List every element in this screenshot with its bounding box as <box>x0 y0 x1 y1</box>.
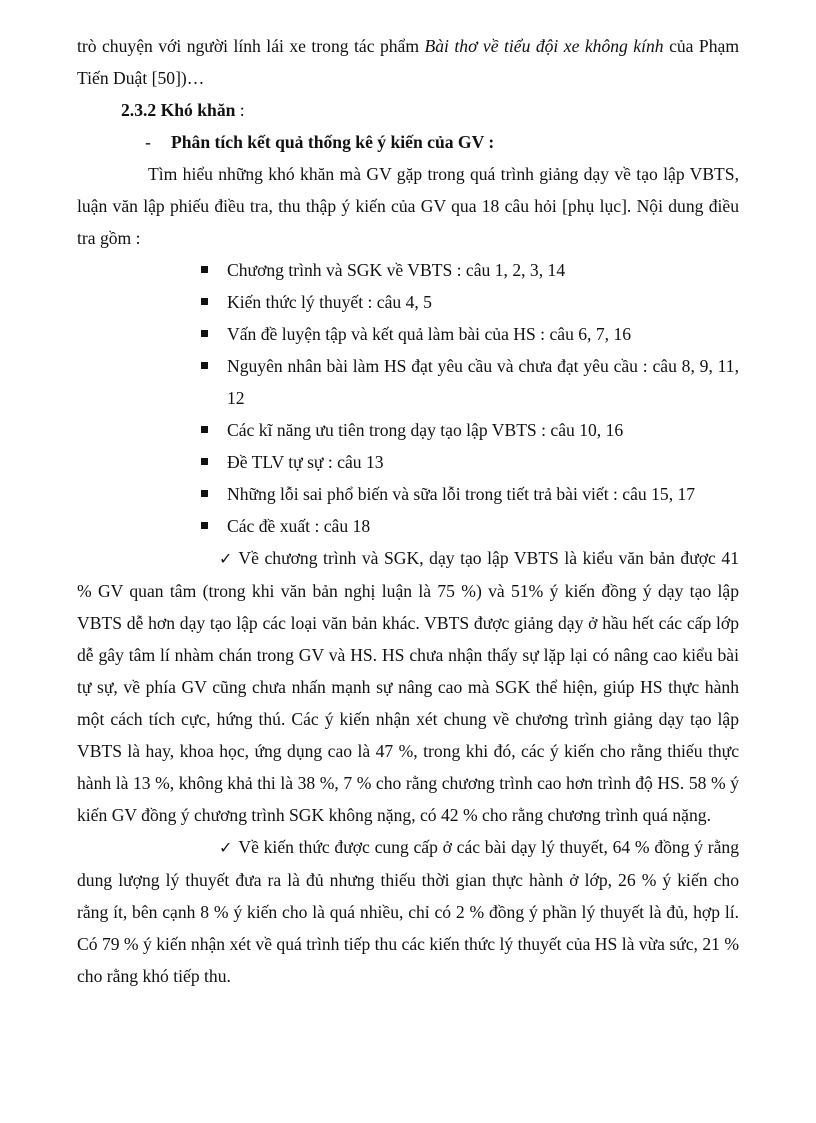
list-item <box>199 350 739 414</box>
section-number-suffix: : <box>235 100 245 120</box>
checkmark-icon: ✓ <box>219 549 233 568</box>
subsection-heading <box>77 126 739 158</box>
list-item-text: Đề TLV tự sự : câu 13 <box>227 452 384 472</box>
square-bullet-icon <box>201 298 208 305</box>
program-paragraph <box>77 542 739 831</box>
list-item <box>199 510 739 542</box>
list-item <box>199 318 739 350</box>
square-bullet-icon <box>201 490 208 497</box>
list-item-text: Các đề xuất : câu 18 <box>227 516 371 536</box>
list-item <box>199 414 739 446</box>
square-bullet-icon <box>201 458 208 465</box>
square-bullet-icon <box>201 362 208 369</box>
list-item <box>199 254 739 286</box>
document-page <box>77 30 739 992</box>
list-item <box>199 286 739 318</box>
survey-item-list <box>77 254 739 542</box>
list-item <box>199 446 739 478</box>
section-heading <box>77 94 739 126</box>
list-item-text: Vấn đề luyện tập và kết quả làm bài của HS : câu 6, 7, 16 <box>227 324 632 344</box>
square-bullet-icon <box>201 522 208 529</box>
list-item-text: Các kĩ năng ưu tiên trong dạy tạo lập VBTS : câu 10, 16 <box>227 420 624 440</box>
subsection-title: Phân tích kết quả thống kê ý kiến của GV : <box>171 132 495 152</box>
dash-marker: - <box>145 132 151 152</box>
list-item-text: Chương trình và SGK về VBTS : câu 1, 2, 3, 14 <box>227 260 566 280</box>
checkmark-icon: ✓ <box>219 838 233 857</box>
survey-paragraph: Tìm hiểu những khó khăn mà GV gặp trong quá trình giảng dạy về tạo lập VBTS, luận văn lập phiếu điều tra, thu thập ý kiến của GV qua 18 câu hỏi [phụ lục]. Nội dung điều tra gồm : <box>77 164 739 248</box>
square-bullet-icon <box>201 426 208 433</box>
section-number-title: 2.3.2 Khó khăn <box>121 100 236 120</box>
intro-paragraph <box>77 30 739 94</box>
square-bullet-icon <box>201 330 208 337</box>
intro-text-start: trò chuyện với người lính lái xe trong tác phẩm <box>77 36 425 56</box>
intro-text-end: của Phạm Tiến Duật [50])… <box>77 36 740 88</box>
theory-paragraph <box>77 831 739 992</box>
work-title: Bài thơ về tiểu đội xe không kính <box>424 36 664 56</box>
program-paragraph-text: Về chương trình và SGK, dạy tạo lập VBTS là kiểu văn bản được 41 % GV quan tâm (trong khi văn bản nghị luận là 75 %) và 51% ý kiến đồng ý dạy tạo lập VBTS dễ hơn dạy tạo lập các loại văn bản khác. VBTS được giảng dạy ở hầu hết các cấp lớp dễ gây tâm lí nhàm chán trong GV và HS. HS chưa nhận thấy sự lặp lại có nâng cao kiểu bài tự sự, về phía GV cũng chưa nhấn mạnh sự nâng cao mà SGK thể hiện, giúp HS thực hành một cách tích cực, hứng thú. Các ý kiến nhận xét chung về chương trình giảng dạy tạo lập VBTS là hay, khoa học, ứng dụng cao là 47 %, trong khi đó, các ý kiến cho rằng thiếu thực hành là 13 %, không khả thi là 38 %, 7 % cho rằng chương trình cao hơn trình độ HS. 58 % ý kiến GV đồng ý chương trình SGK không nặng, có 42 % cho rằng chương trình quá nặng. <box>77 548 739 825</box>
theory-paragraph-text: Về kiến thức được cung cấp ở các bài dạy lý thuyết, 64 % đồng ý rằng dung lượng lý thuyết đưa ra là đủ nhưng thiếu thời gian thực hành ở lớp, 26 % ý kiến cho rằng ít, bên cạnh 8 % ý kiến cho là quá nhiều, chỉ có 2 % đồng ý phần lý thuyết là đủ, hợp lí. Có 79 % ý kiến nhận xét về quá trình tiếp thu các kiến thức lý thuyết của HS là vừa sức, 21 % cho rằng khó tiếp thu. <box>77 837 739 986</box>
list-item-text: Những lỗi sai phổ biến và sữa lỗi trong tiết trả bài viết : câu 15, 17 <box>227 484 696 504</box>
square-bullet-icon <box>201 266 208 273</box>
list-item-text: Kiến thức lý thuyết : câu 4, 5 <box>227 292 432 312</box>
list-item <box>199 478 739 510</box>
list-item-text: Nguyên nhân bài làm HS đạt yêu cầu và chưa đạt yêu cầu : câu 8, 9, 11, 12 <box>227 356 739 408</box>
